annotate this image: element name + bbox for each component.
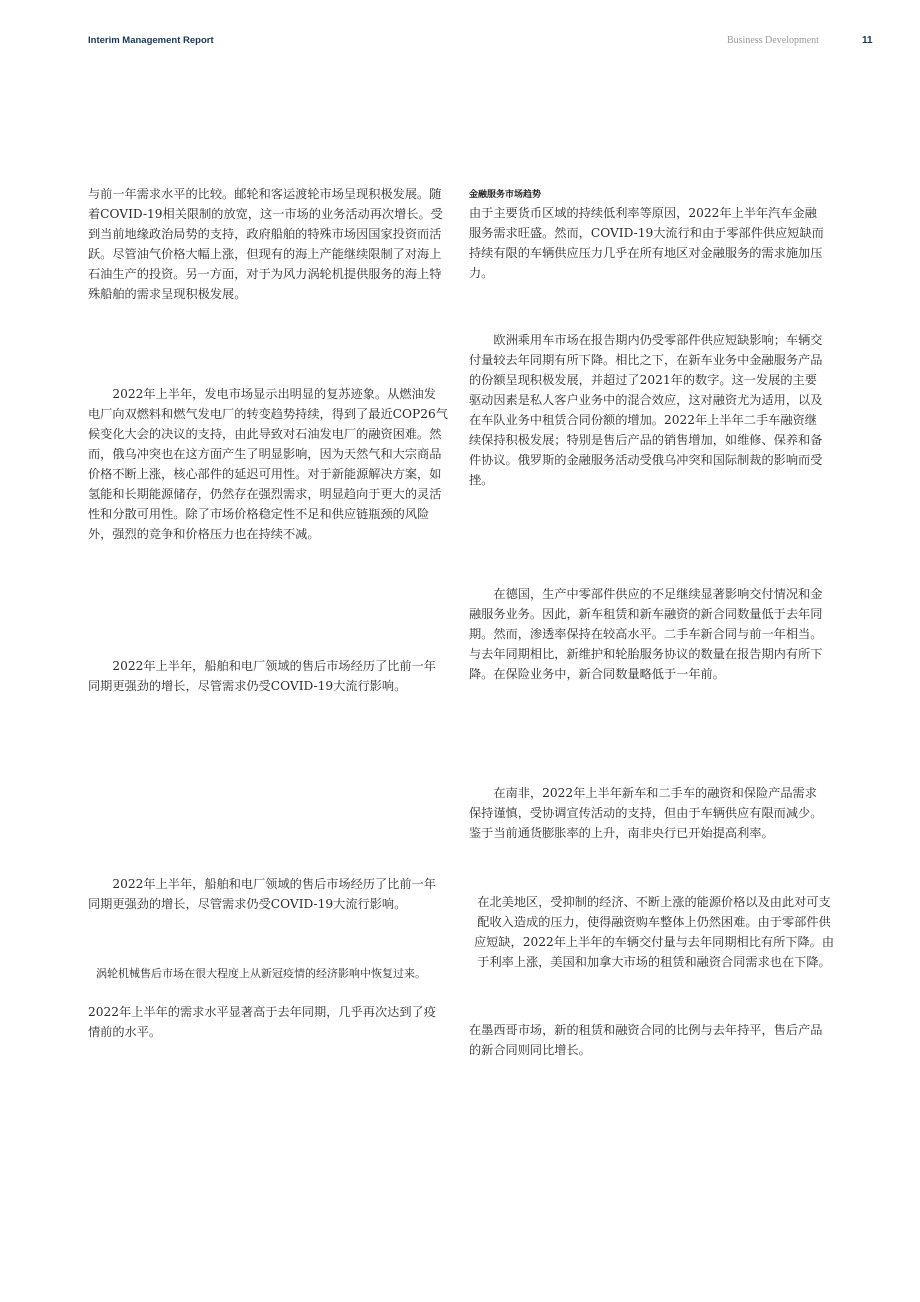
right-paragraph-2: 欧洲乘用车市场在报告期内仍受零部件供应短缺影响；车辆交付量较去年同期有所下降。相比之下，在新车业务中金融服务产品的份额呈现积极发展，并超过了2021年的数字。这一发展的主要驱动因素是私人客户业务中的混合效应，这对融资尤为适用，以及在车队业务中租赁合同份额的增加。2022年上半年二手车融资继续保持积极发展；特别是售后产品的销售增加，如维修、保养和备件协议。俄罗斯的金融服务活动受俄乌冲突和国际制裁的影响而受挫。 (469, 333, 823, 487)
right-paragraph-4: 在南非，2022年上半年新车和二手车的融资和保险产品需求保持谨慎，受协调宣传活动的支持，但由于车辆供应有限而减少。鉴于当前通货膨胀率的上升，南非央行已开始提高利率。 (469, 786, 823, 840)
left-paragraph-2: 2022年上半年，发电市场显示出明显的复苏迹象。从燃油发电厂向双燃料和燃气发电厂的转变趋势持续，得到了最近COP26气候变化大会的决议的支持，由此导致对石油发电厂的融资困难。然而，俄乌冲突也在这方面产生了明显影响，因为天然气和大宗商品价格不断上涨，核心部件的延迟可用性。对于新能源解决方案，如氢能和长期能源储存，仍然存在强烈需求，明显趋向于更大的灵活性和分散可用性。除了市场价格稳定性不足和供应链瓶颈的风险外，强烈的竞争和价格压力也在持续不减。 (88, 387, 448, 541)
left-paragraph-3: 2022年上半年，船舶和电厂领域的售后市场经历了比前一年同期更强劲的增长，尽管需求仍受COVID-19大流行影响。 (88, 659, 436, 693)
section-heading: 金融服务市场趋势 (469, 189, 542, 199)
left-paragraph-4: 2022年上半年，船舶和电厂领域的售后市场经历了比前一年同期更强劲的增长，尽管需求仍受COVID-19大流行影响。 (88, 877, 436, 911)
left-paragraph-5: 涡轮机械售后市场在很大程度上从新冠疫情的经济影响中恢复过来。 (96, 967, 426, 980)
right-paragraph-5: 在北美地区，受抑制的经济、不断上涨的能源价格以及由此对可支配收入造成的压力，使得融资购车整体上仍然困难。由于零部件供应短缺，2022年上半年的车辆交付量与去年同期相比有所下降。由于利率上涨，美国和加拿大市场的租赁和融资合同需求也在下降。 (473, 895, 835, 969)
right-paragraph-3: 在德国，生产中零部件供应的不足继续显著影响交付情况和金融服务业务。因此，新车租赁和新车融资的新合同数量低于去年同期。然而，渗透率保持在较高水平。二手车新合同与前一年相当。与去年同期相比，新维护和轮胎服务协议的数量在报告期内有所下降。在保险业务中，新合同数量略低于一年前。 (469, 587, 823, 681)
right-paragraph-6: 在墨西哥市场，新的租赁和融资合同的比例与去年持平，售后产品的新合同则同比增长。 (469, 1023, 823, 1057)
left-paragraph-6: 2022年上半年的需求水平显著高于去年同期，几乎再次达到了疫情前的水平。 (88, 1005, 436, 1039)
report-title: Interim Management Report (88, 35, 214, 46)
page-number: 11 (862, 35, 873, 46)
left-paragraph-1: 与前一年需求水平的比较。邮轮和客运渡轮市场呈现积极发展。随着COVID-19相关限制的放宽，这一市场的业务活动再次增长。受到当前地缘政治局势的支持，政府船舶的特殊市场因国家投资而活跃。尽管油气价格大幅上涨，但现有的海上产能继续限制了对海上石油生产的投资。另一方面，对于为风力涡轮机提供服务的海上特殊船舶的需求呈现积极发展。 (88, 187, 443, 301)
right-paragraph-1: 由于主要货币区域的持续低利率等原因，2022年上半年汽车金融服务需求旺盛。然而，COVID-19大流行和由于零部件供应短缺而持续有限的车辆供应压力几乎在所有地区对金融服务的需求施加压力。 (469, 206, 824, 280)
section-title: Business Development (727, 35, 819, 46)
